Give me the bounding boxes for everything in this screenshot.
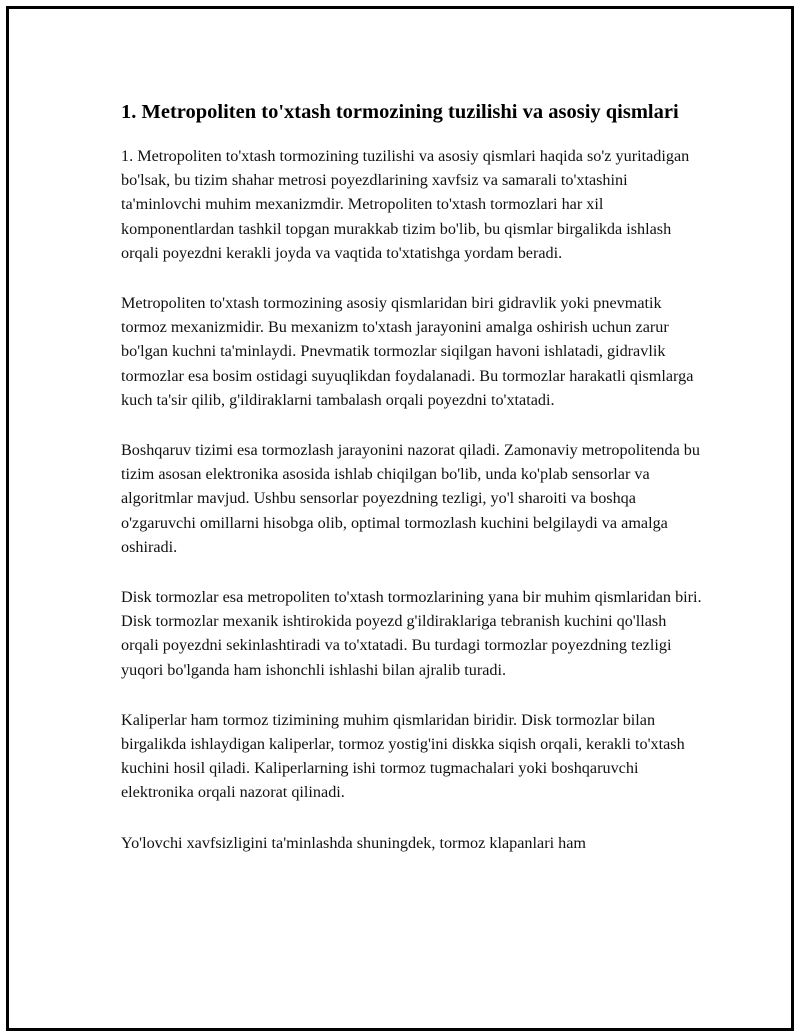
paragraph-5: Kaliperlar ham tormoz tizimining muhim qismlaridan biridir. Disk tormozlar bilan birgalikda ishlaydigan kaliperlar, tormoz yostig'ini diskka siqish orqali, kerakli to'xtash kuchini hosil qiladi. Kaliperlarning ishi tormoz tugmachalari yoki boshqaruvchi elektronika orqali nazorat qilinadi. [121, 710, 685, 802]
paragraph-3: Boshqaruv tizimi esa tormozlash jarayonini nazorat qiladi. Zamonaviy metropolitenda bu tizim asosan elektronika asosida ishlab chiqilgan bo'lib, unda ko'plab sensorlar va algoritmlar mavjud. Ushbu sensorlar poyezdning tezligi, yo'l sharoiti va boshqa o'zgaruvchi omillarni hisobga olib, optimal tormozlash kuchini belgilaydi va amalga oshiradi. [121, 441, 700, 556]
document-content [121, 97, 706, 881]
document-title: 1. Metropoliten to'xtash tormozining tuzilishi va asosiy qismlari [121, 101, 679, 123]
paragraph-2: Metropoliten to'xtash tormozining asosiy qismlaridan biri gidravlik yoki pnevmatik tormoz mexanizmidir. Bu mexanizm to'xtash jarayonini amalga oshirish uchun zarur bo'lgan kuchni ta'minlaydi. Pnevmatik tormozlar siqilgan havoni ishlatadi, gidravlik tormozlar esa bosim ostidagi suyuqlikdan foydalanadi. Bu tormozlar harakatli qismlarga kuch ta'sir qilib, g'ildiraklarni tambalash orqali poyezdni to'xtatadi. [121, 294, 694, 409]
paragraph-4: Disk tormozlar esa metropoliten to'xtash tormozlarining yana bir muhim qismlaridan biri. Disk tormozlar mexanik ishtirokida poyezd g'ildiraklariga tebranish kuchini qo'llash orqali poyezdni sekinlashtiradi va to'xtatadi. Bu turdagi tormozlar poyezdning tezligi yuqori bo'lganda ham ishonchli ishlashi bilan ajralib turadi. [121, 588, 702, 679]
paragraph-6: Yo'lovchi xavfsizligini ta'minlashda shuningdek, tormoz klapanlari ham [121, 833, 587, 852]
paragraph-1: 1. Metropoliten to'xtash tormozining tuzilishi va asosiy qismlari haqida so'z yuritadigan bo'lsak, bu tizim shahar metrosi poyezdlarining xavfsiz va samarali to'xtashini ta'minlovchi muhim mexanizmdir. Metropoliten to'xtash tormozlari har xil komponentlardan tashkil topgan murakkab tizim bo'lib, bu qismlar birgalikda ishlash orqali poyezdni kerakli joyda va vaqtida to'xtatishga yordam beradi. [121, 147, 690, 262]
page-frame [6, 6, 794, 1031]
